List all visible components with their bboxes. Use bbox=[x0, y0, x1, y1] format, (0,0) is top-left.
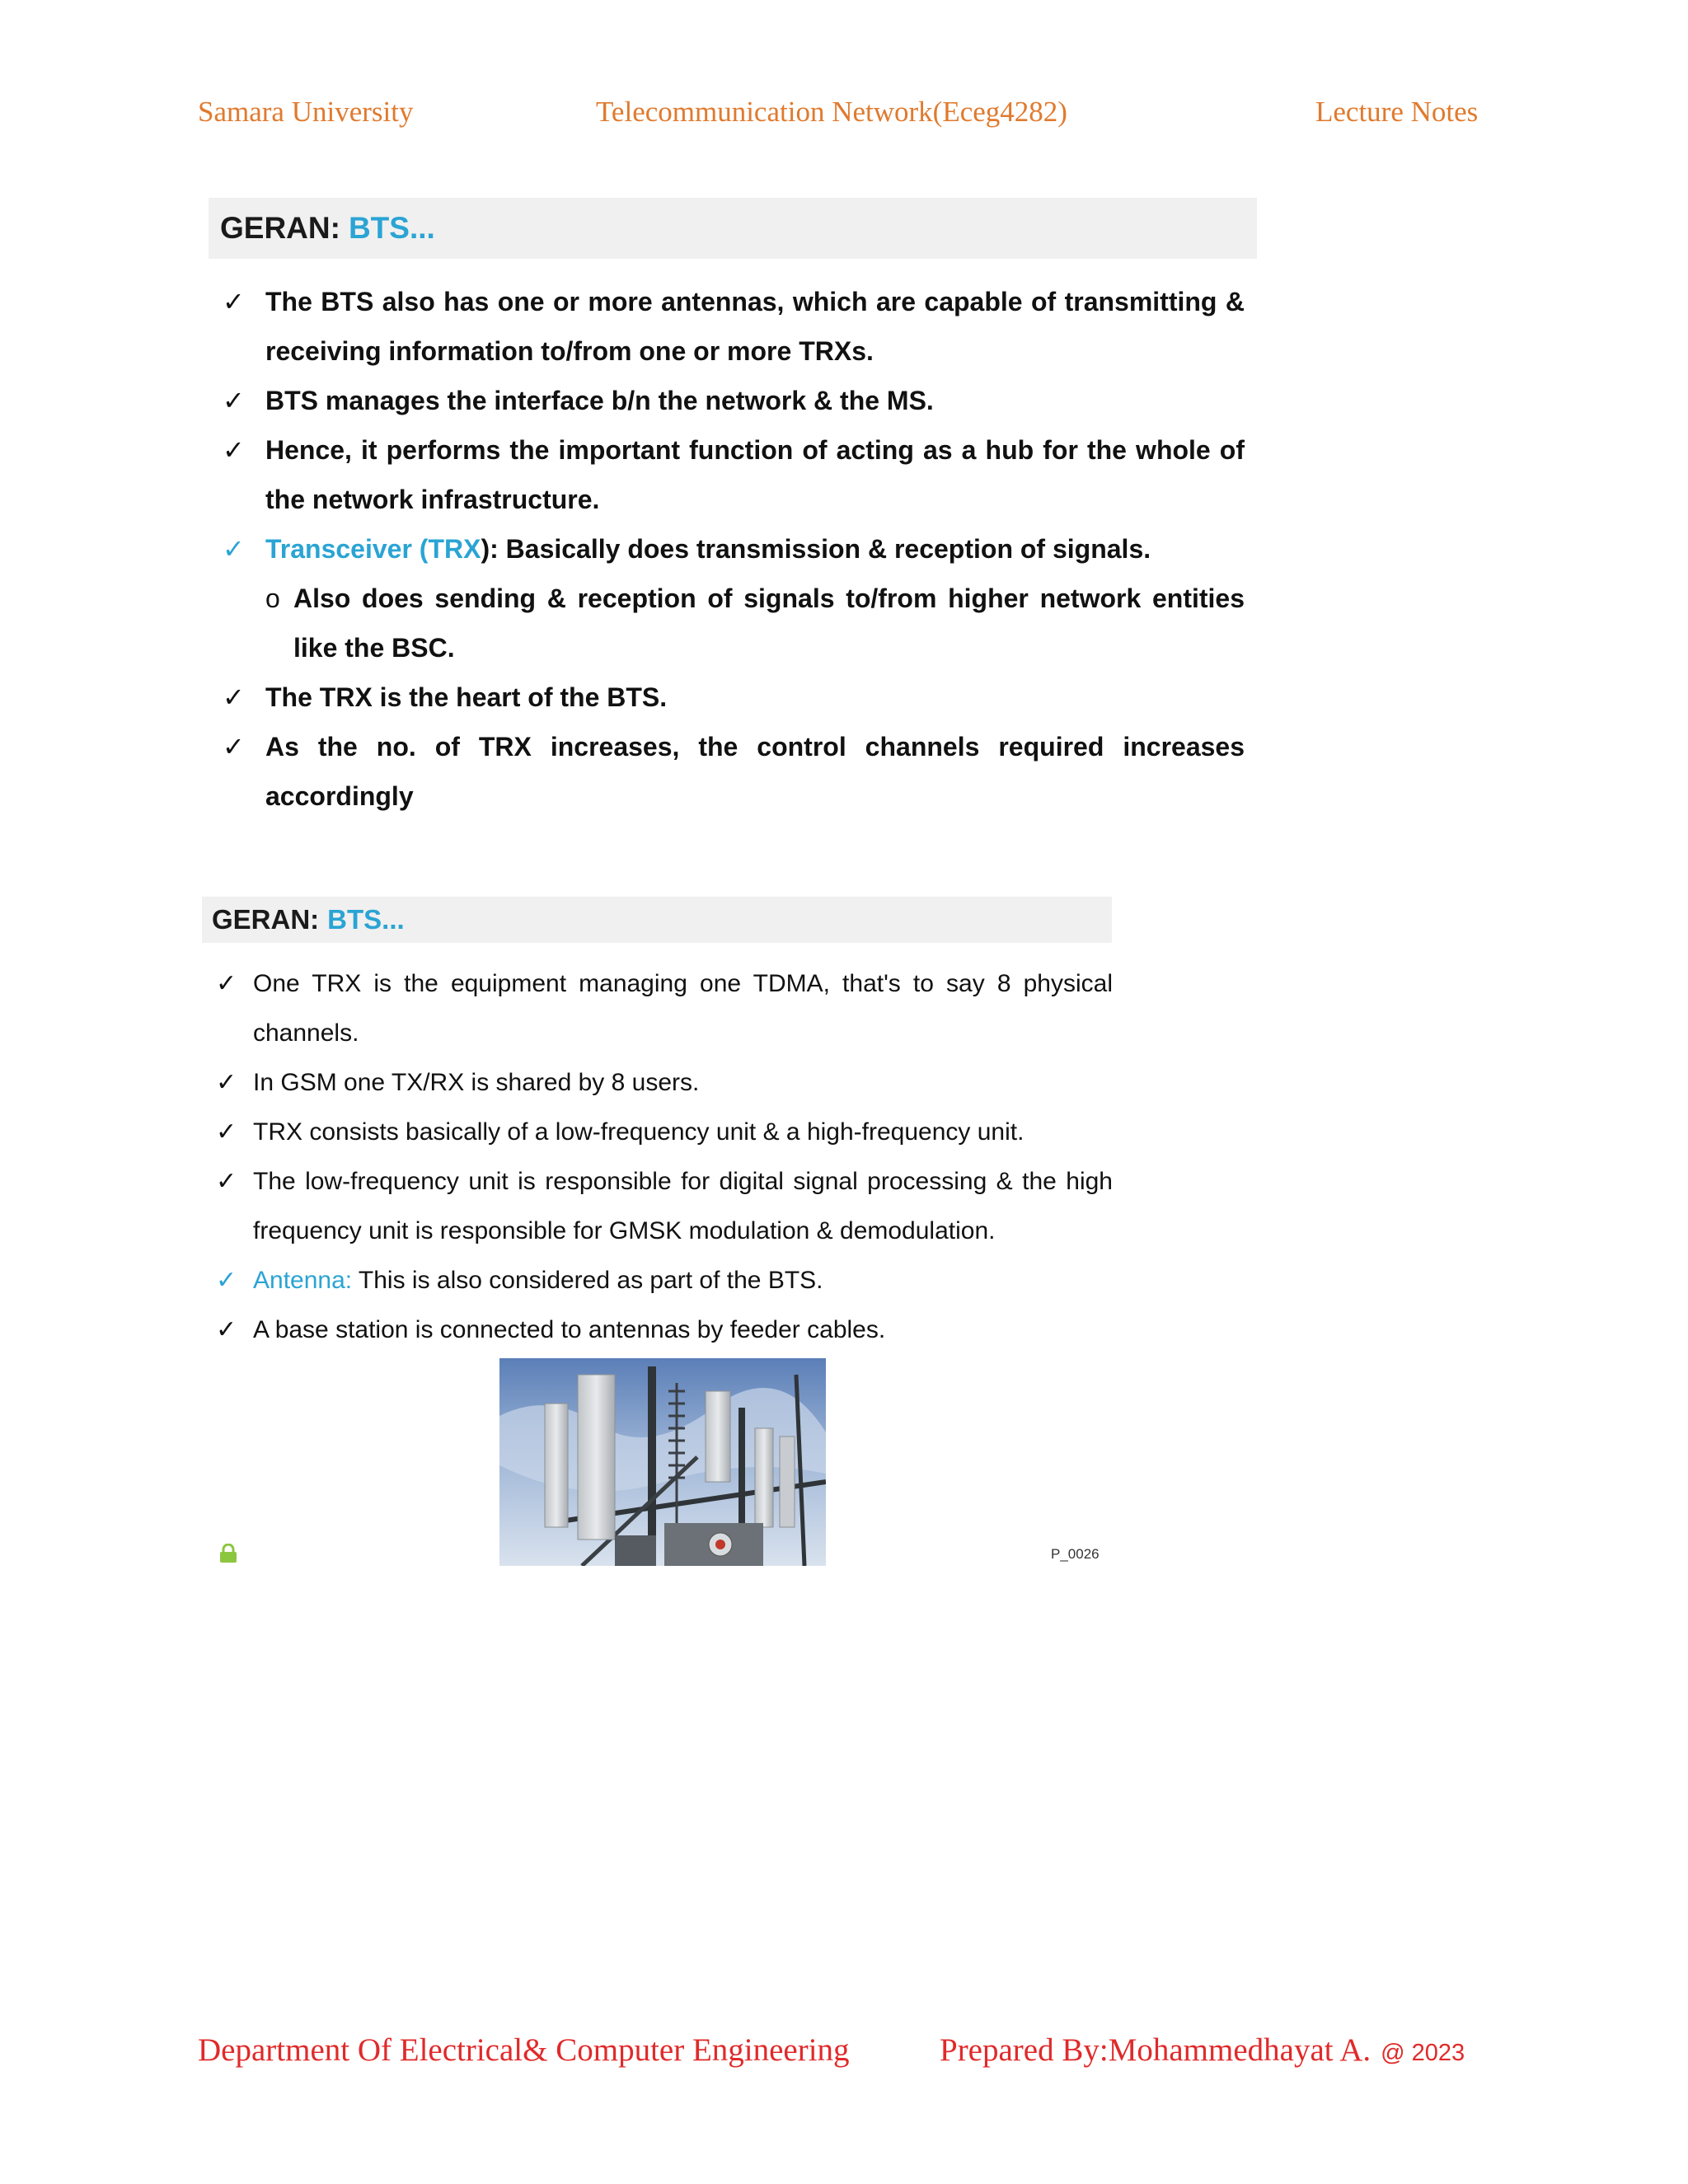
list-item bbox=[216, 1305, 1113, 1355]
footer-department: Department Of Electrical& Computer Engineering bbox=[198, 2032, 850, 2068]
bullet-text: Hence, it performs the important function of acting as a hub for the whole of the network infrastructure. bbox=[265, 435, 1245, 514]
check-icon: ✓ bbox=[223, 533, 245, 565]
bullet-text: TRX consists basically of a low-frequency unit & a high-frequency unit. bbox=[253, 1118, 1025, 1146]
bullet-text: In GSM one TX/RX is shared by 8 users. bbox=[253, 1069, 700, 1096]
check-icon: ✓ bbox=[223, 385, 245, 416]
list-item bbox=[216, 1256, 1113, 1305]
slide2-bullet-list bbox=[216, 959, 1113, 1355]
list-item bbox=[223, 425, 1245, 524]
slide1-title bbox=[209, 198, 1257, 259]
bullet-text: The TRX is the heart of the BTS. bbox=[265, 682, 668, 712]
bullet-term: Transceiver (TRX bbox=[265, 534, 481, 564]
check-icon: ✓ bbox=[223, 434, 245, 466]
sub-list-item bbox=[223, 574, 1245, 673]
check-icon: ✓ bbox=[216, 1068, 237, 1097]
list-item bbox=[216, 1058, 1113, 1108]
lock-icon bbox=[219, 1544, 237, 1563]
check-icon: ✓ bbox=[216, 1118, 237, 1146]
check-icon: ✓ bbox=[216, 1266, 237, 1295]
check-icon: ✓ bbox=[216, 1315, 237, 1344]
antenna-photo bbox=[499, 1358, 826, 1566]
header-course: Telecommunication Network(Eceg4282) bbox=[596, 96, 1067, 128]
list-item bbox=[223, 376, 1245, 425]
bullet-text: As the no. of TRX increases, the control channels required increases accordingly bbox=[265, 732, 1245, 811]
bullet-text: Also does sending & reception of signals to/from higher network entities like the BSC. bbox=[293, 583, 1245, 663]
slide2-title-prefix: GERAN: bbox=[212, 904, 320, 935]
check-icon: ✓ bbox=[223, 682, 245, 713]
list-item bbox=[216, 959, 1113, 1058]
slide1-bullet-list bbox=[223, 277, 1245, 821]
check-icon: ✓ bbox=[223, 286, 245, 317]
check-icon: ✓ bbox=[216, 969, 237, 998]
footer-author bbox=[940, 2032, 1465, 2069]
circle-bullet-icon: o bbox=[265, 583, 280, 613]
slide1-title-accent: BTS... bbox=[348, 211, 435, 245]
slide2-title-accent: BTS... bbox=[327, 904, 405, 935]
header-university: Samara University bbox=[198, 96, 414, 128]
bullet-text: A base station is connected to antennas by feeder cables. bbox=[253, 1316, 886, 1343]
bullet-text: One TRX is the equipment managing one TDMA, that's to say 8 physical channels. bbox=[253, 970, 1113, 1047]
footer-year: @ 2023 bbox=[1381, 2040, 1465, 2066]
list-item bbox=[223, 673, 1245, 722]
list-item bbox=[223, 277, 1245, 376]
bullet-text: The low-frequency unit is responsible for digital signal processing & the high frequency unit is responsible for GMSK modulation & demodulation. bbox=[253, 1168, 1113, 1244]
bullet-text: BTS manages the interface b/n the network & the MS. bbox=[265, 386, 934, 415]
bullet-text: The BTS also has one or more antennas, which are capable of transmitting & receiving information to/from one or more TRXs. bbox=[265, 287, 1245, 366]
check-icon: ✓ bbox=[216, 1167, 237, 1196]
footer-prepared-by: Prepared By:Mohammedhayat A. bbox=[940, 2032, 1372, 2068]
slide1-title-prefix: GERAN: bbox=[220, 211, 340, 245]
slide2-title bbox=[202, 897, 1112, 943]
list-item bbox=[223, 722, 1245, 821]
list-item bbox=[223, 524, 1245, 574]
slide-code: P_0026 bbox=[1051, 1546, 1100, 1562]
header-lecture-notes: Lecture Notes bbox=[1315, 96, 1479, 128]
list-item bbox=[216, 1108, 1113, 1157]
list-item bbox=[216, 1157, 1113, 1256]
check-icon: ✓ bbox=[223, 731, 245, 762]
bullet-text: This is also considered as part of the BTS. bbox=[352, 1267, 823, 1294]
bullet-term: Antenna: bbox=[253, 1267, 353, 1294]
bullet-text: ): Basically does transmission & reception of signals. bbox=[481, 534, 1151, 564]
